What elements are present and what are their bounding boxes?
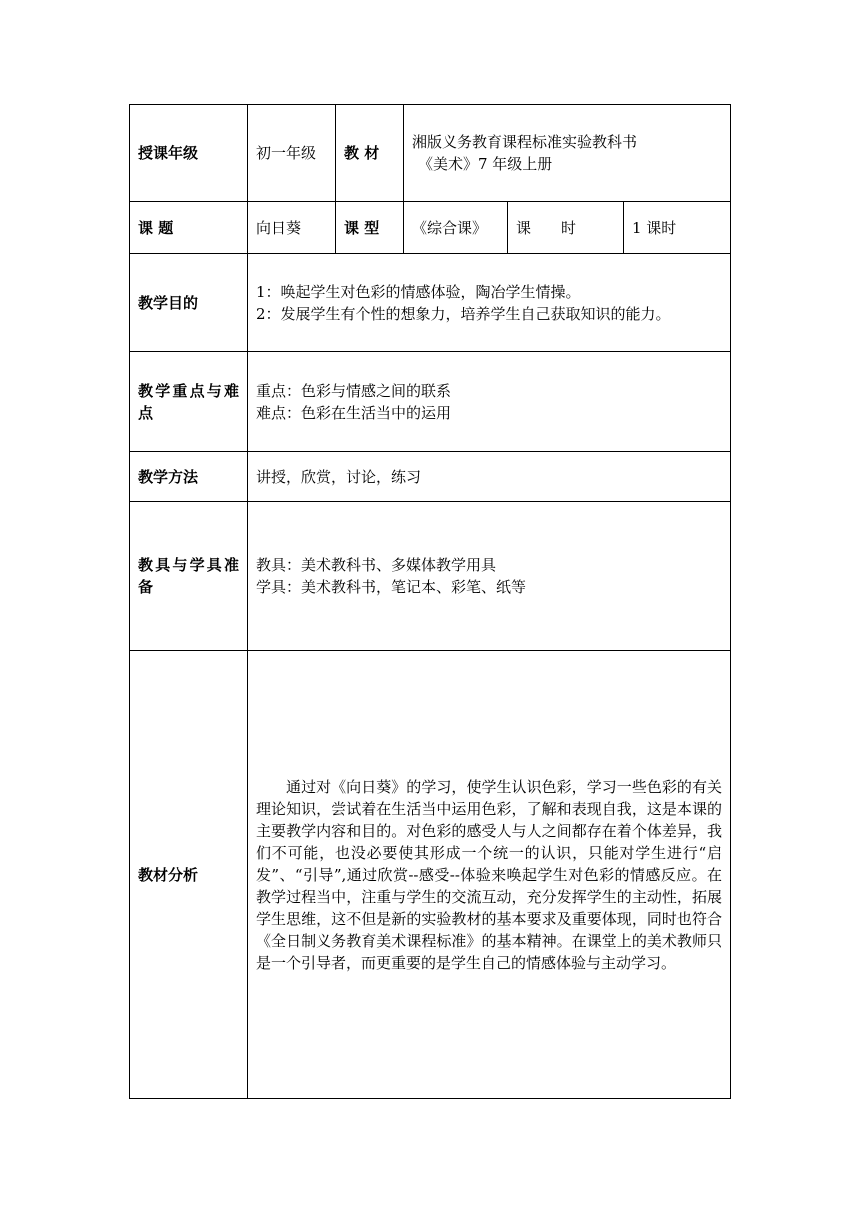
tool-item: 教具：美术教科书、多媒体教学用具 bbox=[256, 556, 497, 574]
topic-label: 课 题 bbox=[130, 202, 248, 254]
objectives-label: 教学目的 bbox=[130, 254, 248, 352]
hours-label: 课 时 bbox=[508, 202, 624, 254]
textbook-value bbox=[404, 105, 731, 202]
analysis-label: 教材分析 bbox=[130, 651, 248, 1099]
methods-value: 讲授，欣赏，讨论，练习 bbox=[248, 452, 731, 502]
textbook-line-1: 湘版义务教育课程标准实验教科书 bbox=[412, 133, 638, 151]
row-analysis bbox=[130, 651, 731, 1099]
objective-item: 2：发展学生有个性的想象力，培养学生自己获取知识的能力。 bbox=[256, 304, 671, 323]
row-tools bbox=[130, 502, 731, 651]
tools-label: 教具与学具准备 bbox=[130, 502, 248, 651]
row-key-points bbox=[130, 352, 731, 452]
grade-value: 初一年级 bbox=[248, 105, 336, 202]
analysis-paragraph: 通过对《向日葵》的学习，使学生认识色彩，学习一些色彩的有关理论知识，尝试着在生活当中运用色彩，了解和表现自我，这是本课的主要教学内容和目的。对色彩的感受人与人之间都存在着个体差异，我们不可能，也没必要使其形成一个统一的认识，只能对学生进行“启发”、“引导”,通过欣赏--感受--体验来唤起学生对色彩的情感反应。在教学过程当中，注重与学生的交流互动，充分发挥学生的主动性，拓展学生思维，这不但是新的实验教材的基本要求及重要体现，同时也符合《全日制义务教育美术课程标准》的基本精神。在课堂上的美术教师只是一个引导者，而更重要的是学生自己的情感体验与主动学习。 bbox=[256, 777, 722, 972]
key-points-content bbox=[248, 352, 731, 452]
key-point-item: 重点：色彩与情感之间的联系 bbox=[256, 381, 452, 400]
row-topic bbox=[130, 202, 731, 254]
lesson-plan-table bbox=[129, 104, 731, 1099]
topic-value: 向日葵 bbox=[248, 202, 336, 254]
row-grade bbox=[130, 105, 731, 202]
textbook-label: 教 材 bbox=[336, 105, 404, 202]
textbook-line-2: 《美术》7 年级上册 bbox=[418, 155, 553, 173]
grade-label: 授课年级 bbox=[130, 105, 248, 202]
tool-item: 学具：美术教科书，笔记本、彩笔、纸等 bbox=[256, 578, 527, 596]
row-methods bbox=[130, 452, 731, 502]
row-objectives bbox=[130, 254, 731, 352]
key-points-label: 教学重点与难点 bbox=[130, 352, 248, 452]
type-value: 《综合课》 bbox=[404, 202, 508, 254]
objectives-content bbox=[248, 254, 731, 352]
methods-label: 教学方法 bbox=[130, 452, 248, 502]
type-label: 课 型 bbox=[336, 202, 404, 254]
key-point-item: 难点：色彩在生活当中的运用 bbox=[256, 403, 452, 422]
objective-item: 1：唤起学生对色彩的情感体验，陶冶学生情操。 bbox=[256, 282, 581, 301]
hours-value: 1 课时 bbox=[624, 202, 731, 254]
tools-content bbox=[248, 502, 731, 651]
analysis-content bbox=[248, 651, 731, 1099]
